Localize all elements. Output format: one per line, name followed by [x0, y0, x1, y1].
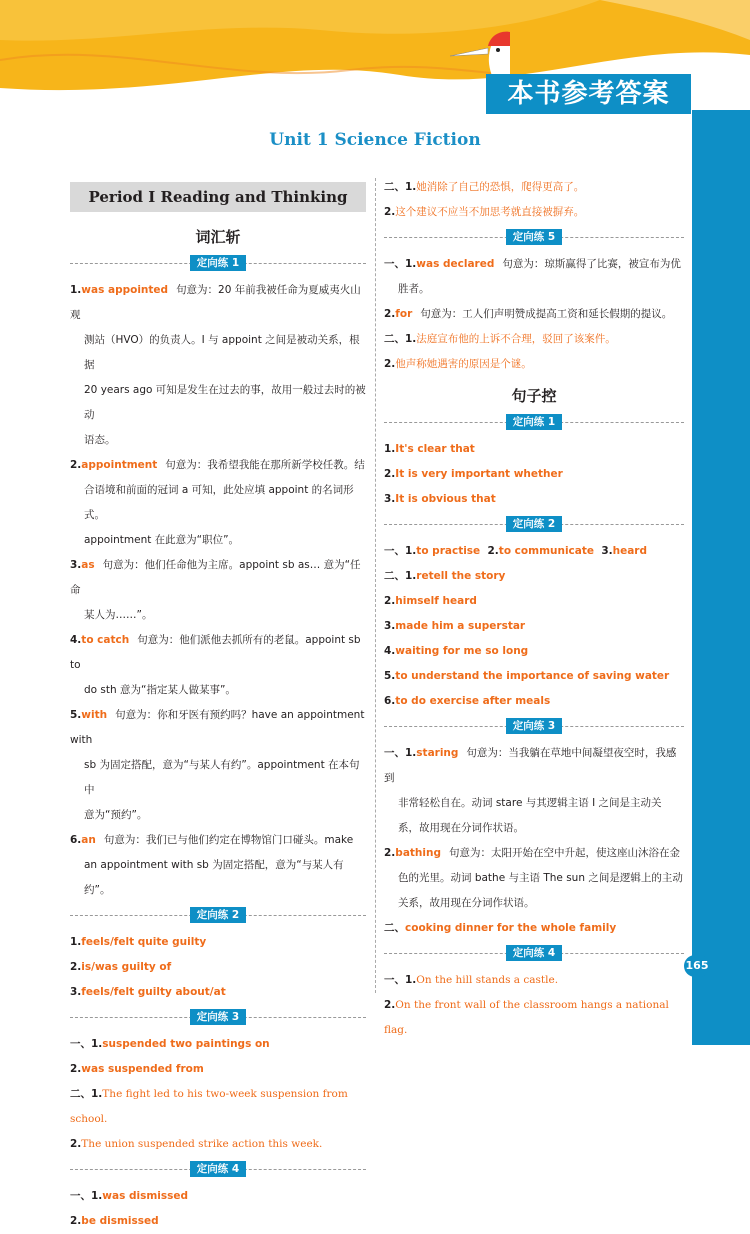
exercise-label: 定向练 4 [70, 1161, 366, 1177]
list-item: 2.The union suspended strike action this week. [70, 1138, 323, 1150]
column-divider [375, 178, 376, 993]
explanation-line: 胜者。 [398, 283, 430, 295]
exercise-label: 定向练 1 [384, 414, 684, 430]
sentence-section-title: 句子控 [511, 387, 557, 405]
list-item: 2.for 句意为：工人们声明赞成提高工资和延长假期的提议。 [384, 308, 673, 320]
left-column [70, 182, 366, 1234]
explanation-line: 测站（HVO）的负责人。I 与 appoint 之间是被动关系，根据 [84, 334, 360, 371]
list-item: 3.as 句意为：他们任命他为主席。appoint sb as… 意为“任命 [70, 559, 361, 596]
explanation-line: 合语境和前面的冠词 a 可知，此处应填 appoint 的名词形式。 [84, 484, 354, 521]
list-item: 一、1.was dismissed [70, 1190, 189, 1202]
list-item: 二、cooking dinner for the whole family [384, 922, 617, 934]
explanation-line: an appointment with sb 为固定搭配，意为“与某人有约”。 [84, 859, 344, 896]
explanation-line: 语态。 [84, 434, 116, 446]
explanation-line: 关系，故用现在分词作状语。 [398, 897, 535, 909]
exercise-label: 定向练 3 [384, 718, 684, 734]
list-item: 2.himself heard [384, 595, 477, 607]
list-item: 一、1.was declared 句意为：琼斯赢得了比赛，被宣布为优 [384, 258, 681, 270]
explanation-line: 某人为……”。 [84, 609, 153, 621]
explanation-line: 20 years ago 可知是发生在过去的事，故用一般过去时的被动 [84, 384, 366, 421]
list-item: 二、1.她消除了自己的恐惧，爬得更高了。 [384, 181, 585, 193]
list-item: 2.On the front wall of the classroom hangs a national flag. [384, 999, 669, 1036]
list-item: 3.It is obvious that [384, 493, 496, 505]
explanation-line: 非常轻松自在。动词 stare 与其逻辑主语 I 之间是主动关 [398, 797, 662, 809]
list-item: 6.an 句意为：我们已与他们约定在博物馆门口碰头。make [70, 834, 354, 846]
explanation-line: 色的光里。动词 bathe 与主语 The sun 之间是逻辑上的主动 [398, 872, 683, 884]
list-item: 2.这个建议不应当不加思考就直接被摒弃。 [384, 206, 585, 218]
list-item: 一、1.On the hill stands a castle. [384, 974, 559, 986]
list-item: 二、1.法庭宣布他的上诉不合理，驳回了该案件。 [384, 333, 616, 345]
list-item: 2.be dismissed [70, 1215, 159, 1227]
list-item: 3.feels/felt guilty about/at [70, 986, 226, 998]
explanation-line: sb 为固定搭配，意为“与某人有约”。appointment 在本句中 [84, 759, 360, 796]
unit-title: Unit 1 Science Fiction [269, 130, 481, 150]
list-item: 4.to catch 句意为：他们派他去抓所有的老鼠。appoint sb to [70, 634, 361, 671]
exercise-label: 定向练 3 [70, 1009, 366, 1025]
list-item: 一、1.to practise 2.to communicate 3.heard [384, 545, 648, 557]
list-item: 1.It's clear that [384, 443, 475, 455]
list-item: 二、1.retell the story [384, 570, 506, 582]
list-item: 2.It is very important whether [384, 468, 563, 480]
right-sidebar [692, 110, 750, 1045]
page-number: 165 [684, 955, 710, 977]
list-item: 4.waiting for me so long [384, 645, 529, 657]
list-item: 5.to understand the importance of saving water [384, 670, 670, 682]
period-title: Period Ⅰ Reading and Thinking [70, 182, 366, 212]
list-item: 二、1.The fight led to his two-week suspension from school. [70, 1088, 348, 1125]
exercise-label: 定向练 4 [384, 945, 684, 961]
list-item: 2.他声称她遇害的原因是个谜。 [384, 358, 532, 370]
list-item: 2.bathing 句意为：太阳开始在空中升起，使这座山沐浴在金 [384, 847, 680, 859]
list-item: 5.with 句意为：你和牙医有预约吗？have an appointment with [70, 709, 365, 746]
explanation-line: appointment 在此意为“职位”。 [84, 534, 240, 546]
list-item: 2.was suspended from [70, 1063, 204, 1075]
exercise-label: 定向练 2 [384, 516, 684, 532]
list-item: 一、1.suspended two paintings on [70, 1038, 270, 1050]
list-item: 2.appointment 句意为：我希望我能在那所新学校任教。结 [70, 459, 365, 471]
list-item: 一、1.staring 句意为：当我躺在草地中间凝望夜空时，我感到 [384, 747, 677, 784]
right-column [384, 175, 684, 1043]
list-item: 3.made him a superstar [384, 620, 526, 632]
explanation-line: 系，故用现在分词作状语。 [398, 822, 524, 834]
list-item: 6.to do exercise after meals [384, 695, 551, 707]
list-item: 1.was appointed 句意为：20 年前我被任命为夏威夷火山观 [70, 284, 361, 321]
explanation-line: do sth 意为“指定某人做某事”。 [84, 684, 236, 696]
exercise-label: 定向练 1 [70, 255, 366, 271]
answer-key-banner: 本书参考答案 [486, 74, 691, 114]
explanation-line: 意为“预约”。 [84, 809, 148, 821]
vocab-section-title: 词汇斩 [195, 228, 241, 246]
exercise-label: 定向练 2 [70, 907, 366, 923]
list-item: 1.feels/felt quite guilty [70, 936, 207, 948]
list-item: 2.is/was guilty of [70, 961, 172, 973]
exercise-label: 定向练 5 [384, 229, 684, 245]
